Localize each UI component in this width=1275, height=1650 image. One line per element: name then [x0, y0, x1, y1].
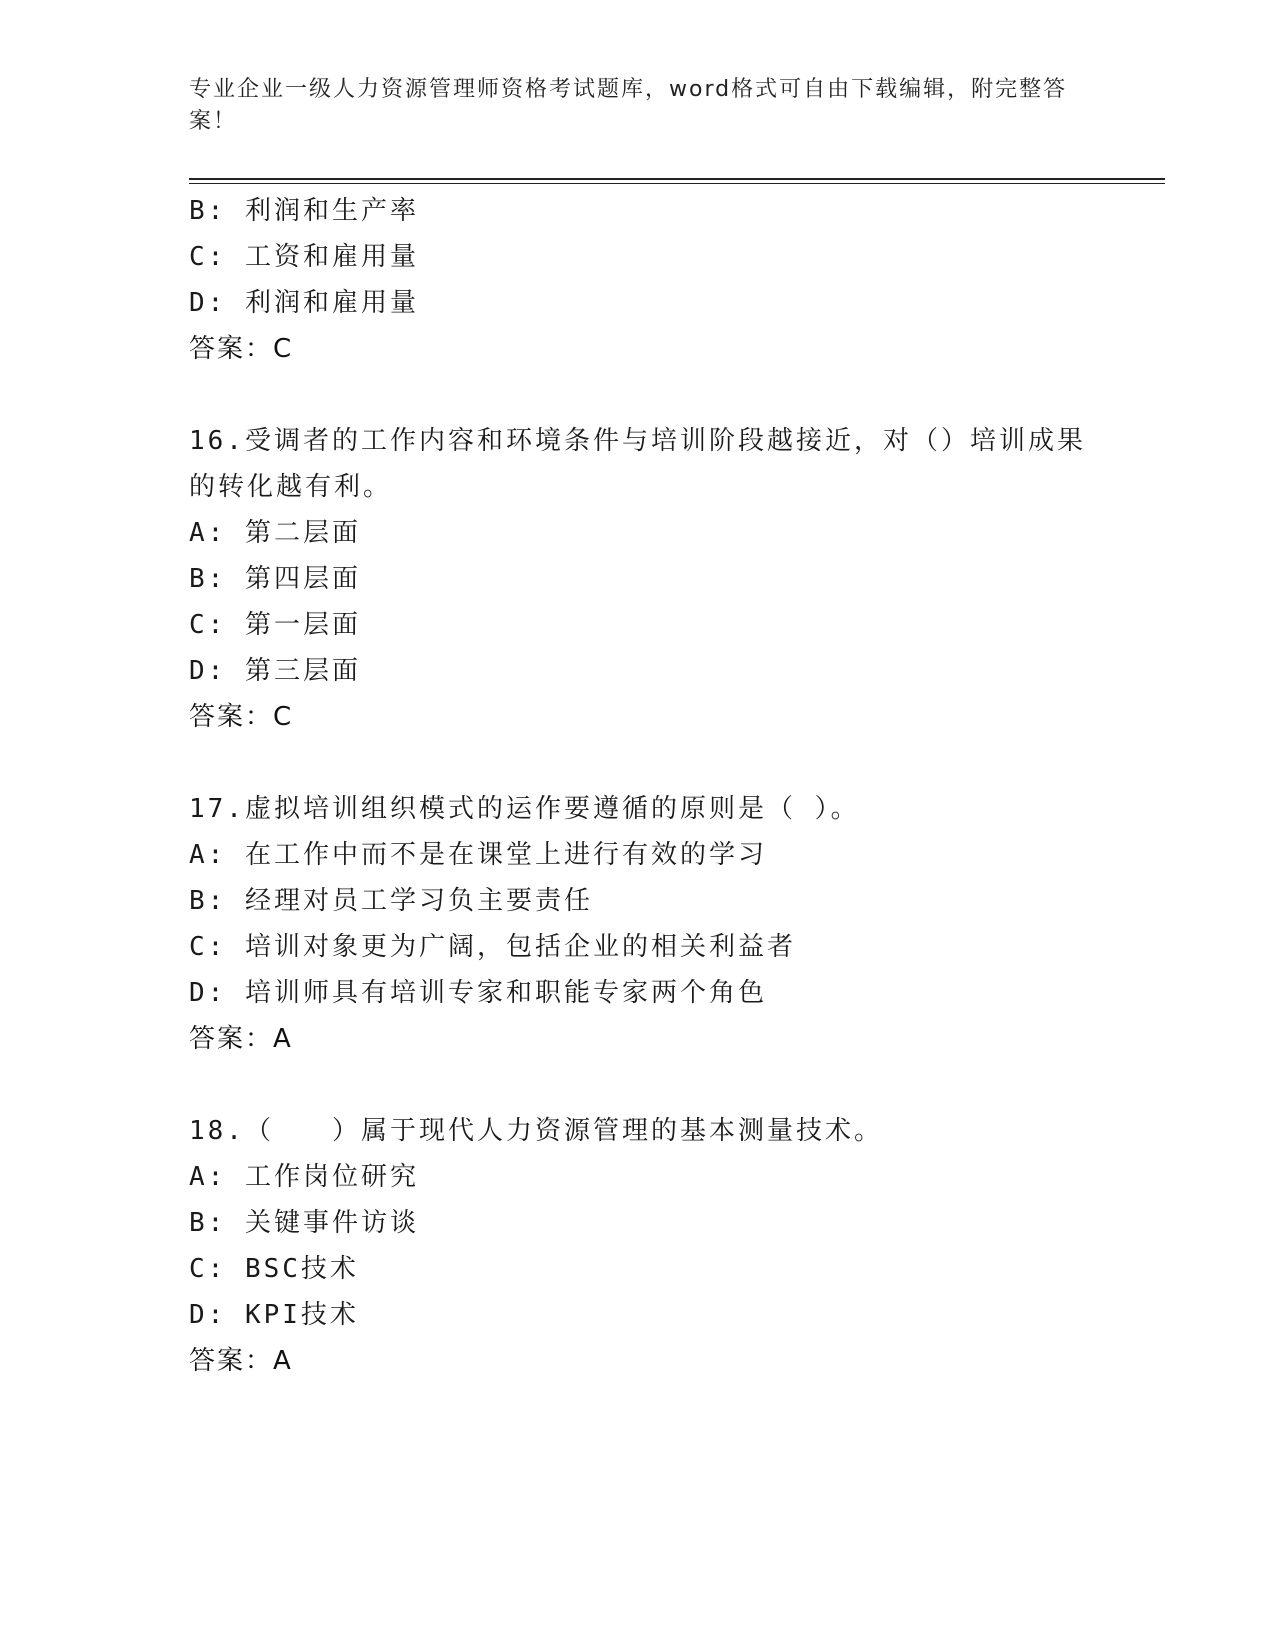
option-a: A: 工作岗位研究: [189, 1162, 419, 1192]
spacer: [189, 1062, 1149, 1108]
answer: 答案：C: [189, 702, 294, 732]
question-content: [189, 188, 1149, 1384]
option-c: C: 培训对象更为广阔，包括企业的相关利益者: [189, 932, 796, 962]
option-c: C: BSC技术: [189, 1254, 359, 1284]
option-b: B: 关键事件访谈: [189, 1208, 419, 1238]
question-block-16: [189, 418, 1149, 740]
answer: 答案：A: [189, 1024, 293, 1054]
question-block-15: [189, 188, 1149, 372]
question-block-17: [189, 786, 1149, 1062]
question-stem: 18.（ ）属于现代人力资源管理的基本测量技术。: [189, 1116, 883, 1146]
answer: 答案：A: [189, 1346, 293, 1376]
header-rule: [189, 178, 1165, 180]
option-a: A: 第二层面: [189, 518, 361, 548]
spacer: [189, 372, 1149, 418]
option-a: A: 在工作中而不是在课堂上进行有效的学习: [189, 840, 767, 870]
document-header: 专业企业一级人力资源管理师资格考试题库，word格式可自由下载编辑，附完整答案！: [189, 77, 1068, 134]
option-b: B: 第四层面: [189, 564, 361, 594]
question-stem: 16.受调者的工作内容和环境条件与培训阶段越接近，对（）培训成果的转化越有利。: [189, 426, 1086, 502]
option-d: D: 第三层面: [189, 656, 361, 686]
question-stem: 17.虚拟培训组织模式的运作要遵循的原则是（ ）。: [189, 794, 860, 824]
answer: 答案：C: [189, 334, 294, 364]
option-c: C: 工资和雇用量: [189, 242, 419, 272]
option-d: D: 培训师具有培训专家和职能专家两个角色: [189, 978, 767, 1008]
spacer: [189, 740, 1149, 786]
option-d: D: KPI技术: [189, 1300, 359, 1330]
header-rule-thin: [189, 183, 1165, 184]
question-block-18: [189, 1108, 1149, 1384]
option-d: D: 利润和雇用量: [189, 288, 419, 318]
option-b: B: 经理对员工学习负主要责任: [189, 886, 593, 916]
option-b: B: 利润和生产率: [189, 196, 419, 226]
option-c: C: 第一层面: [189, 610, 361, 640]
